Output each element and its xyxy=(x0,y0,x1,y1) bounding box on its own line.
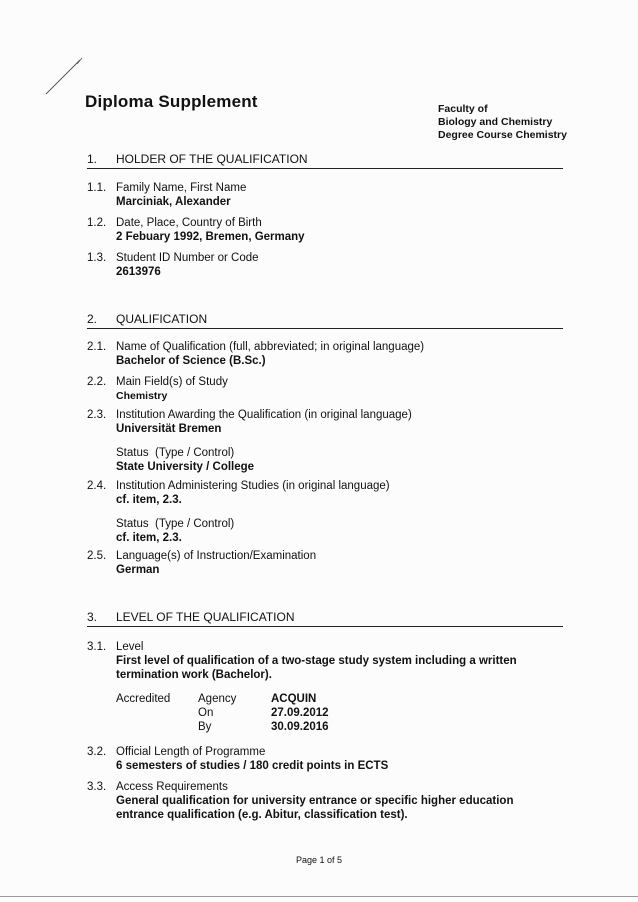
item-label: Access Requirements xyxy=(116,781,228,793)
item-value: 2 Febuary 1992, Bremen, Germany xyxy=(116,231,305,243)
item-number: 3.1. xyxy=(87,641,107,653)
item-label: Level xyxy=(116,641,144,653)
accreditation-key: Agency xyxy=(198,693,237,705)
item-value: 6 semesters of studies / 180 credit points in ECTS xyxy=(116,760,389,772)
page-number: Page 1 of 5 xyxy=(295,855,343,865)
item-label: Date, Place, Country of Birth xyxy=(116,217,262,229)
document-title: Diploma Supplement xyxy=(85,92,258,111)
status-label: Status (Type / Control) xyxy=(116,447,235,459)
item-value: Universität Bremen xyxy=(116,423,222,435)
item-number: 2.1. xyxy=(87,341,107,353)
item-value: 2613976 xyxy=(116,266,161,278)
item-number: 2.3. xyxy=(87,409,107,421)
faculty-block xyxy=(438,103,567,142)
item-number: 3.2. xyxy=(87,746,107,758)
item-label: Language(s) of Instruction/Examination xyxy=(116,550,317,562)
item-value-line: General qualification for university entrance or specific higher education xyxy=(116,795,514,807)
section-number: 3. xyxy=(87,610,98,624)
item-value: German xyxy=(116,564,160,576)
item-number: 2.5. xyxy=(87,550,107,562)
accreditation-key: By xyxy=(198,721,212,733)
item-value: Bachelor of Science (B.Sc.) xyxy=(116,355,266,367)
item-number: 2.4. xyxy=(87,480,107,492)
item-label: Name of Qualification (full, abbreviated; in original language) xyxy=(116,341,425,353)
item-label: Family Name, First Name xyxy=(116,182,247,194)
item-value: Marciniak, Alexander xyxy=(116,196,231,208)
section-title: QUALIFICATION xyxy=(116,312,208,326)
item-label: Main Field(s) of Study xyxy=(116,376,228,388)
item-value: Chemistry xyxy=(116,390,168,402)
accreditation-key: On xyxy=(198,707,214,719)
status-value: State University / College xyxy=(116,461,255,473)
item-number: 3.3. xyxy=(87,781,107,793)
faculty-line: Faculty of xyxy=(438,103,488,115)
status-label: Status (Type / Control) xyxy=(116,518,235,530)
item-value-line: termination work (Bachelor). xyxy=(116,669,272,681)
item-number: 1.2. xyxy=(87,217,107,229)
item-label: Institution Awarding the Qualification (in original language) xyxy=(116,409,412,421)
faculty-line: Biology and Chemistry xyxy=(438,116,553,128)
item-value-line: entrance qualification (e.g. Abitur, classification test). xyxy=(116,809,408,821)
item-label: Student ID Number or Code xyxy=(116,252,259,264)
item-label: Institution Administering Studies (in original language) xyxy=(116,480,390,492)
item-number: 1.3. xyxy=(87,252,107,264)
scan-edge-line xyxy=(0,896,638,897)
pen-stroke-mark xyxy=(44,56,84,96)
accreditation-value: ACQUIN xyxy=(271,693,317,705)
item-number: 1.1. xyxy=(87,182,107,194)
accreditation-value: 30.09.2016 xyxy=(271,721,329,733)
section-number: 2. xyxy=(87,312,98,326)
faculty-line: Degree Course Chemistry xyxy=(438,129,567,141)
section-number: 1. xyxy=(87,152,98,166)
section-heading-level xyxy=(87,610,563,627)
section-title: LEVEL OF THE QUALIFICATION xyxy=(116,610,295,624)
accredited-label: Accredited xyxy=(116,693,171,705)
section-title: HOLDER OF THE QUALIFICATION xyxy=(116,152,308,166)
item-value: cf. item, 2.3. xyxy=(116,494,182,506)
section-heading-holder xyxy=(87,152,563,169)
item-number: 2.2. xyxy=(87,376,107,388)
item-label: Official Length of Programme xyxy=(116,746,266,758)
section-heading-qualification xyxy=(87,312,563,329)
accreditation-value: 27.09.2012 xyxy=(271,707,329,719)
item-value-line: First level of qualification of a two-stage study system including a written xyxy=(116,655,517,667)
status-value: cf. item, 2.3. xyxy=(116,532,182,544)
